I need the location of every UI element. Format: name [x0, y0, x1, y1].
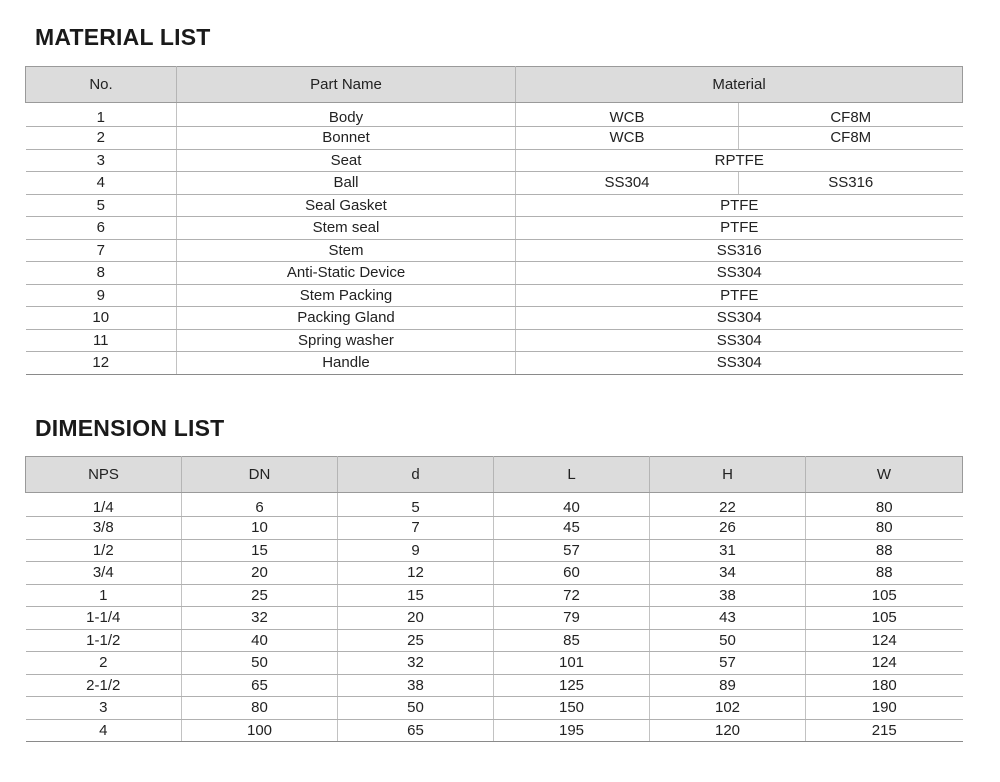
material-row-no: 11 — [26, 329, 177, 352]
dimension-list-title: DIMENSION LIST — [35, 415, 225, 441]
material-row — [26, 329, 963, 352]
dimension-cell: 22 — [650, 493, 806, 517]
material-row — [26, 352, 963, 375]
dimension-row — [26, 697, 963, 720]
dimension-row — [26, 674, 963, 697]
dimension-cell: 57 — [650, 652, 806, 675]
dimension-cell: 7 — [338, 517, 494, 540]
material-row-material: CF8M — [739, 127, 963, 150]
header-no: No. — [26, 67, 177, 103]
dimension-cell: 15 — [338, 584, 494, 607]
material-row-part-name: Seat — [177, 149, 516, 172]
dimension-cell: 80 — [182, 697, 338, 720]
material-row-material: WCB — [516, 127, 739, 150]
dimension-header-d: d — [338, 457, 494, 493]
material-row-material: WCB — [516, 103, 739, 127]
material-row-no: 9 — [26, 284, 177, 307]
material-row — [26, 172, 963, 195]
dimension-cell: 101 — [494, 652, 650, 675]
dimension-table-body — [26, 493, 963, 742]
material-row-part-name: Spring washer — [177, 329, 516, 352]
material-row-no: 5 — [26, 194, 177, 217]
material-row-part-name: Bonnet — [177, 127, 516, 150]
header-material: Material — [516, 67, 963, 103]
dimension-cell: 12 — [338, 562, 494, 585]
dimension-cell: 65 — [338, 719, 494, 742]
dimension-cell: 26 — [650, 517, 806, 540]
dimension-cell: 80 — [806, 493, 963, 517]
dimension-header-dn: DN — [182, 457, 338, 493]
material-row-part-name: Ball — [177, 172, 516, 195]
dimension-cell: 38 — [338, 674, 494, 697]
material-row — [26, 239, 963, 262]
dimension-cell: 79 — [494, 607, 650, 630]
dimension-row — [26, 652, 963, 675]
dimension-cell: 3 — [26, 697, 182, 720]
dimension-cell: 180 — [806, 674, 963, 697]
dimension-row — [26, 562, 963, 585]
dimension-cell: 43 — [650, 607, 806, 630]
material-row-material: SS304 — [516, 172, 739, 195]
dimension-row — [26, 607, 963, 630]
dimension-cell: 60 — [494, 562, 650, 585]
dimension-table — [25, 456, 963, 742]
material-row — [26, 217, 963, 240]
material-row-no: 7 — [26, 239, 177, 262]
material-row-no: 3 — [26, 149, 177, 172]
dimension-cell: 2-1/2 — [26, 674, 182, 697]
material-row-no: 10 — [26, 307, 177, 330]
material-row-material: PTFE — [516, 194, 963, 217]
material-row-no: 2 — [26, 127, 177, 150]
dimension-cell: 1/2 — [26, 539, 182, 562]
material-row-part-name: Anti-Static Device — [177, 262, 516, 285]
material-row — [26, 149, 963, 172]
material-table-body — [26, 103, 963, 375]
dimension-cell: 1/4 — [26, 493, 182, 517]
dimension-header-l: L — [494, 457, 650, 493]
dimension-cell: 89 — [650, 674, 806, 697]
dimension-cell: 215 — [806, 719, 963, 742]
dimension-cell: 25 — [338, 629, 494, 652]
material-row-no: 12 — [26, 352, 177, 375]
dimension-cell: 1-1/2 — [26, 629, 182, 652]
material-row — [26, 307, 963, 330]
dimension-cell: 5 — [338, 493, 494, 517]
dimension-header-h: H — [650, 457, 806, 493]
dimension-cell: 31 — [650, 539, 806, 562]
material-row-no: 4 — [26, 172, 177, 195]
material-row — [26, 284, 963, 307]
dimension-cell: 32 — [338, 652, 494, 675]
dimension-cell: 9 — [338, 539, 494, 562]
material-list-title: MATERIAL LIST — [35, 24, 211, 50]
dimension-cell: 120 — [650, 719, 806, 742]
dimension-cell: 102 — [650, 697, 806, 720]
material-row-part-name: Stem Packing — [177, 284, 516, 307]
dimension-row — [26, 517, 963, 540]
dimension-cell: 2 — [26, 652, 182, 675]
dimension-cell: 6 — [182, 493, 338, 517]
dimension-cell: 105 — [806, 607, 963, 630]
material-row-material: PTFE — [516, 284, 963, 307]
material-row-part-name: Handle — [177, 352, 516, 375]
dimension-cell: 65 — [182, 674, 338, 697]
material-row-material: SS304 — [516, 329, 963, 352]
material-row-material: RPTFE — [516, 149, 963, 172]
dimension-cell: 32 — [182, 607, 338, 630]
material-row-material: PTFE — [516, 217, 963, 240]
material-row-material: SS304 — [516, 262, 963, 285]
dimension-cell: 50 — [182, 652, 338, 675]
dimension-cell: 150 — [494, 697, 650, 720]
dimension-cell: 15 — [182, 539, 338, 562]
dimension-row — [26, 493, 963, 517]
material-row-material: SS304 — [516, 307, 963, 330]
dimension-cell: 124 — [806, 652, 963, 675]
dimension-cell: 190 — [806, 697, 963, 720]
dimension-row — [26, 629, 963, 652]
dimension-cell: 125 — [494, 674, 650, 697]
material-row-part-name: Seal Gasket — [177, 194, 516, 217]
dimension-cell: 124 — [806, 629, 963, 652]
dimension-row — [26, 719, 963, 742]
dimension-cell: 50 — [338, 697, 494, 720]
material-table — [25, 66, 963, 375]
dimension-cell: 195 — [494, 719, 650, 742]
dimension-cell: 1-1/4 — [26, 607, 182, 630]
material-row — [26, 194, 963, 217]
dimension-cell: 25 — [182, 584, 338, 607]
dimension-cell: 4 — [26, 719, 182, 742]
dimension-cell: 72 — [494, 584, 650, 607]
dimension-cell: 38 — [650, 584, 806, 607]
dimension-cell: 80 — [806, 517, 963, 540]
dimension-table-header-row — [26, 457, 963, 493]
material-row-material: SS316 — [739, 172, 963, 195]
dimension-cell: 34 — [650, 562, 806, 585]
material-row-material: SS304 — [516, 352, 963, 375]
dimension-cell: 40 — [494, 493, 650, 517]
dimension-cell: 100 — [182, 719, 338, 742]
material-row — [26, 262, 963, 285]
dimension-cell: 88 — [806, 539, 963, 562]
material-row-part-name: Stem seal — [177, 217, 516, 240]
dimension-cell: 88 — [806, 562, 963, 585]
dimension-row — [26, 584, 963, 607]
material-row-material: SS316 — [516, 239, 963, 262]
material-row-part-name: Stem — [177, 239, 516, 262]
dimension-cell: 57 — [494, 539, 650, 562]
dimension-cell: 40 — [182, 629, 338, 652]
material-row — [26, 127, 963, 150]
material-row-no: 6 — [26, 217, 177, 240]
dimension-cell: 20 — [338, 607, 494, 630]
dimension-cell: 45 — [494, 517, 650, 540]
dimension-cell: 1 — [26, 584, 182, 607]
dimension-cell: 50 — [650, 629, 806, 652]
dimension-cell: 20 — [182, 562, 338, 585]
dimension-row — [26, 539, 963, 562]
material-table-header-row — [26, 67, 963, 103]
dimension-cell: 10 — [182, 517, 338, 540]
material-row — [26, 103, 963, 127]
dimension-cell: 105 — [806, 584, 963, 607]
material-row-part-name: Packing Gland — [177, 307, 516, 330]
dimension-cell: 85 — [494, 629, 650, 652]
dimension-cell: 3/4 — [26, 562, 182, 585]
material-row-part-name: Body — [177, 103, 516, 127]
material-row-material: CF8M — [739, 103, 963, 127]
dimension-cell: 3/8 — [26, 517, 182, 540]
material-row-no: 1 — [26, 103, 177, 127]
material-row-no: 8 — [26, 262, 177, 285]
dimension-header-nps: NPS — [26, 457, 182, 493]
dimension-header-w: W — [806, 457, 963, 493]
header-part-name: Part Name — [177, 67, 516, 103]
